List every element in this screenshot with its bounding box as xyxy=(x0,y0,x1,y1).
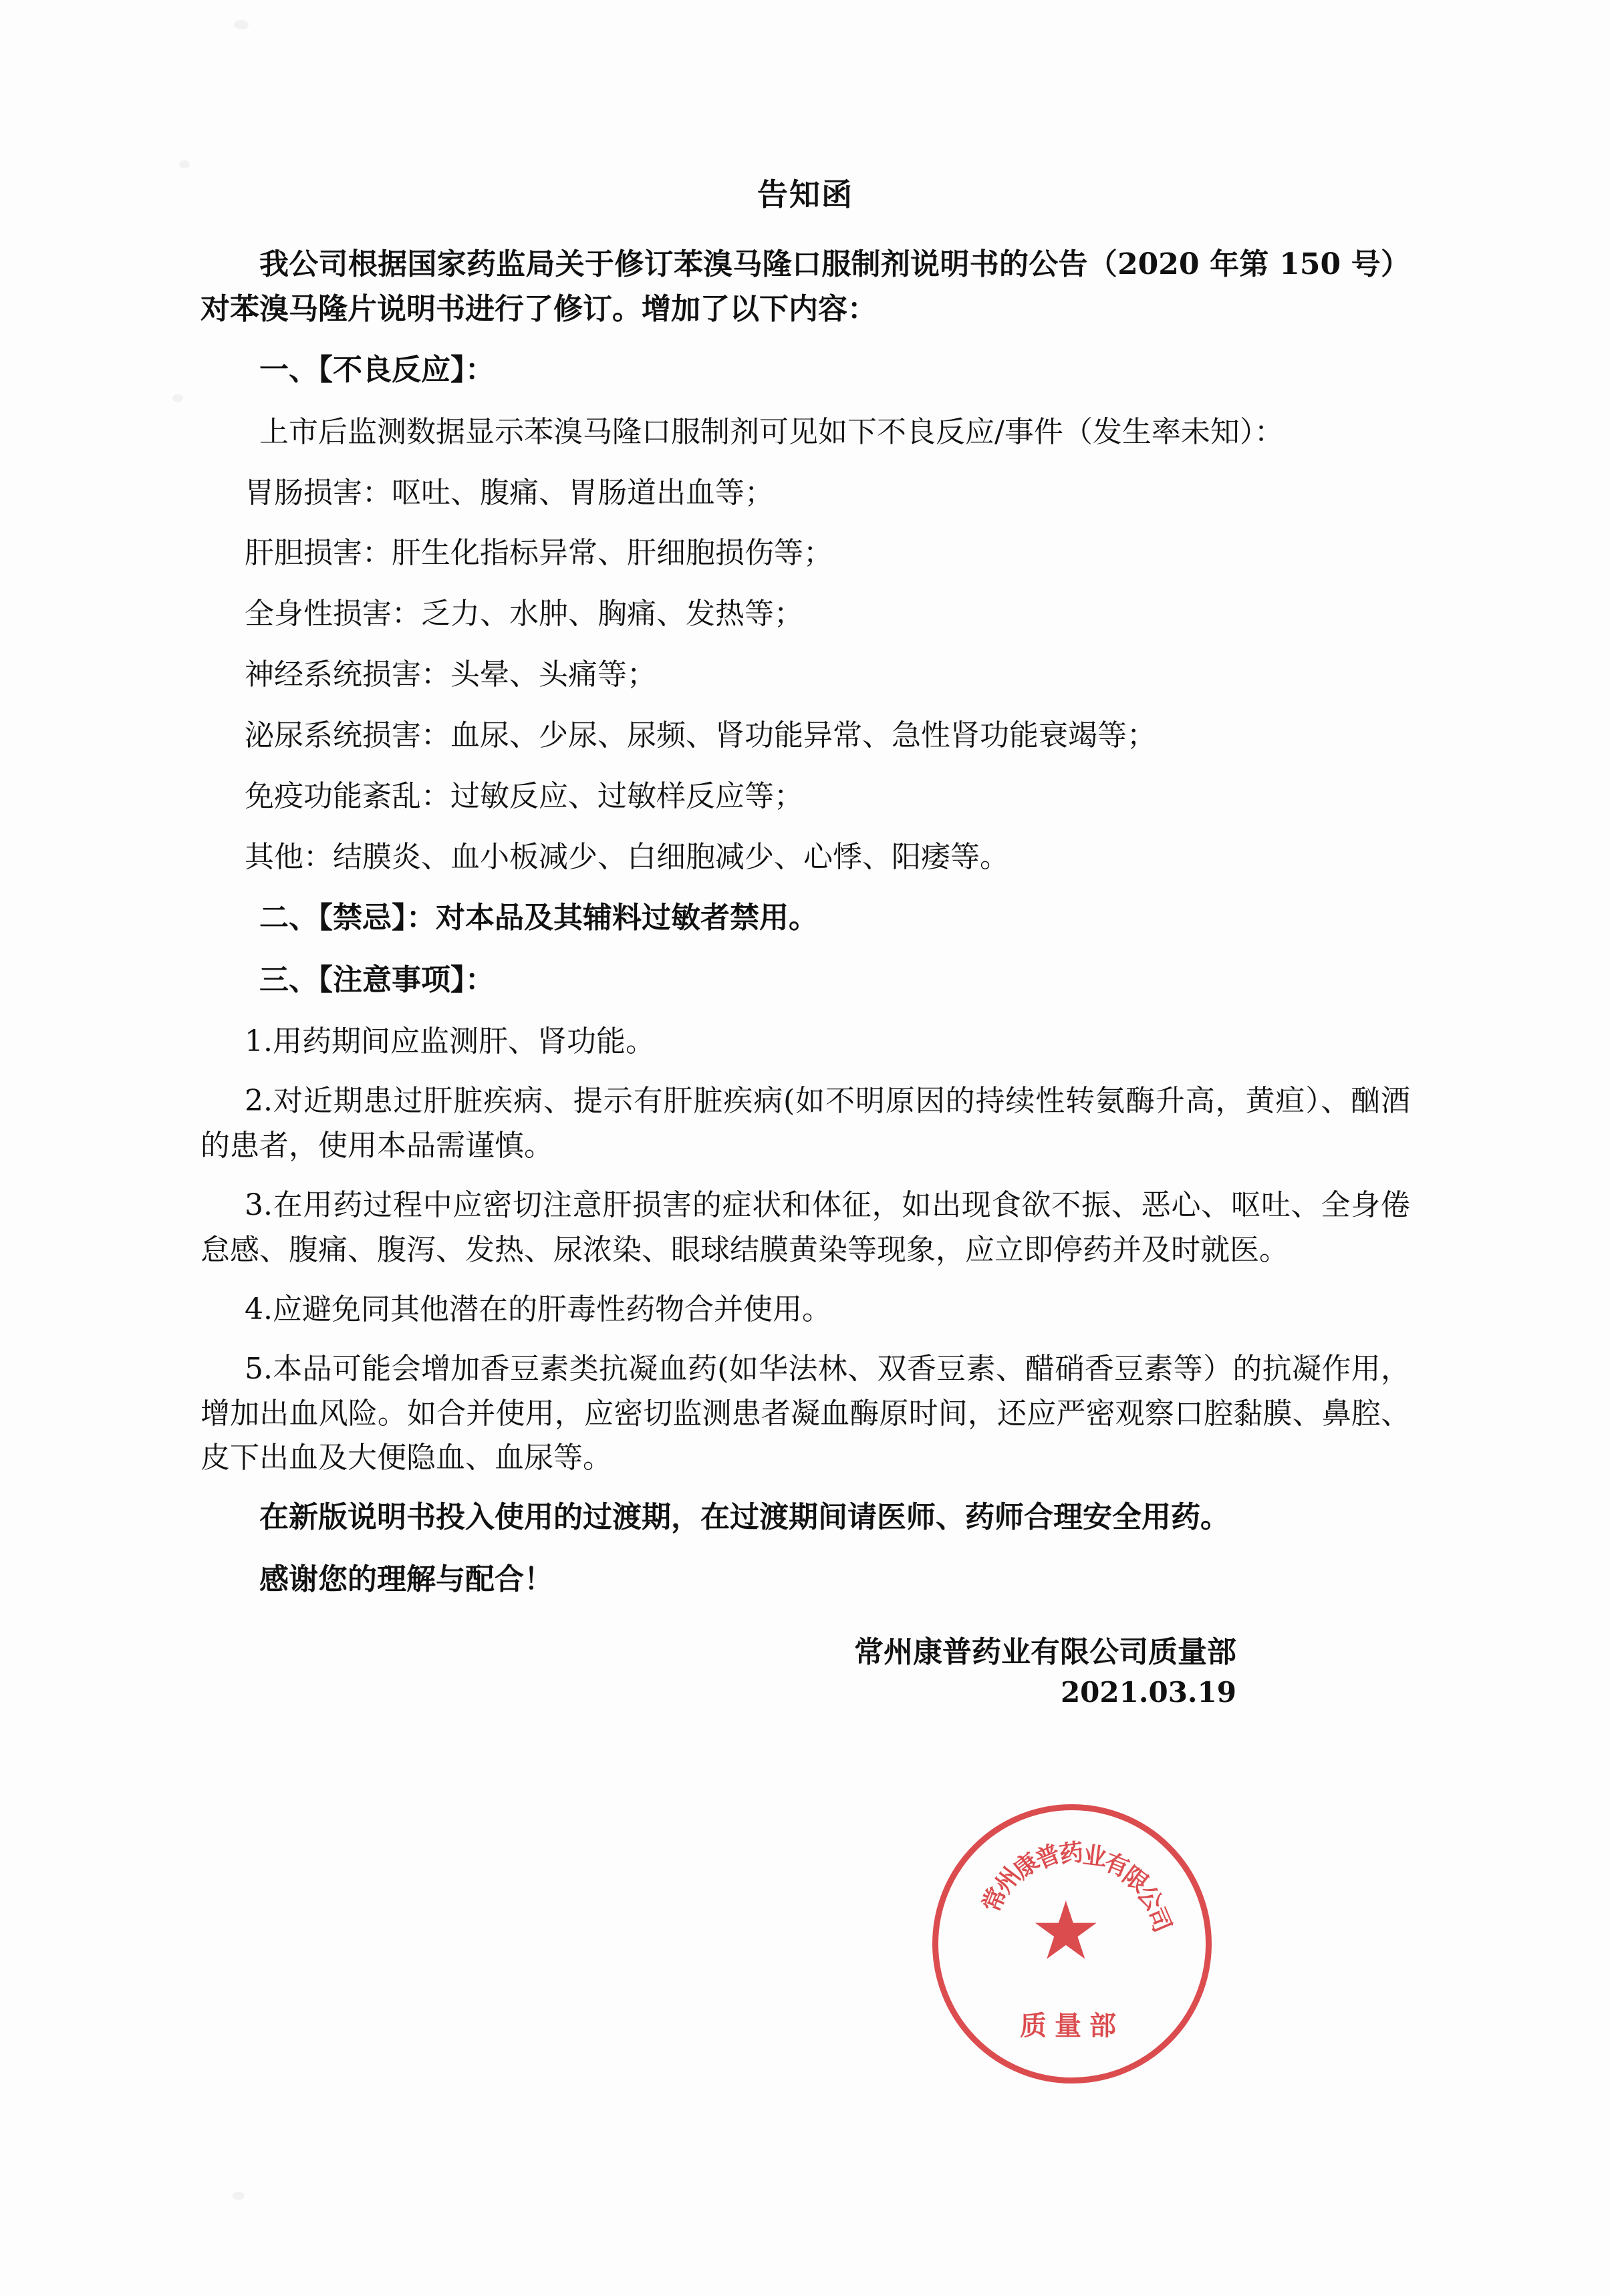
closing-line-2: 感谢您的理解与配合！ xyxy=(259,1562,553,1597)
signature-date: 2021.03.19 xyxy=(1060,1676,1236,1709)
section-heading-2: 二、【禁忌】：对本品及其辅料过敏者禁用。 xyxy=(259,900,818,935)
list-item: 4.应避免同其他潜在的肝毒性药物合并使用。 xyxy=(245,1292,831,1326)
paper-smudge xyxy=(234,20,249,29)
paper-smudge xyxy=(233,2192,245,2200)
paper-smudge xyxy=(179,160,190,168)
seal-inner-text: 质量部 xyxy=(1020,2011,1124,2041)
list-item: 其他：结膜炎、血小板减少、白细胞减少、心悸、阳痿等。 xyxy=(245,839,1009,874)
seal-outer-text: 常 州 康 普 药 业 有 限 公 司 xyxy=(978,1838,1176,1936)
list-item: 神经系统损害：头晕、头痛等； xyxy=(245,658,656,692)
list-item: 胃肠损害：呕吐、腹痛、胃肠道出血等； xyxy=(245,475,774,510)
document-body xyxy=(200,170,1410,1709)
list-item: 肝胆损害：肝生化指标异常、肝细胞损伤等； xyxy=(245,536,833,571)
section-heading-1: 一、【不良反应】： xyxy=(259,352,495,387)
section-heading-3: 三、【注意事项】： xyxy=(259,962,495,997)
list-item: 1.用药期间应监测肝、肾功能。 xyxy=(245,1024,655,1059)
company-seal-stamp: 常 州 康 普 药 业 有 限 公 司 ★ 质量部 xyxy=(932,1804,1212,2084)
closing-line-1: 在新版说明书投入使用的过渡期，在过渡期间请医师、药师合理安全用药。 xyxy=(259,1500,1230,1535)
list-item: 3.在用药过程中应密切注意肝损害的症状和体征，如出现食欲不振、恶心、呕吐、全身倦怠感、腹痛、腹泻、发热、尿浓染、眼球结膜黄染等现象，应立即停药并及时就医。 xyxy=(200,1188,1410,1267)
list-item: 泌尿系统损害：血尿、少尿、尿频、肾功能异常、急性肾功能衰竭等； xyxy=(245,718,1156,752)
intro-paragraph: 我公司根据国家药监局关于修订苯溴马隆口服制剂说明书的公告（2020 年第 150 号）对苯溴马隆片说明书进行了修订。增加了以下内容： xyxy=(200,247,1410,326)
list-item: 5.本品可能会增加香豆素类抗凝血药(如华法林、双香豆素、醋硝香豆素等）的抗凝作用，增加出血风险。如合并使用，应密切监测患者凝血酶原时间，还应严密观察口腔黏膜、鼻腔、皮下出血及大便隐血、血尿等。 xyxy=(200,1351,1410,1475)
signature-organization: 常州康普药业有限公司质量部 xyxy=(854,1635,1236,1669)
signature-block xyxy=(200,1629,1410,1709)
page-title: 告知函 xyxy=(757,176,853,212)
list-item: 免疫功能紊乱：过敏反应、过敏样反应等； xyxy=(245,778,803,813)
section-lead-1: 上市后监测数据显示苯溴马隆口服制剂可见如下不良反应/事件（发生率未知）： xyxy=(259,414,1284,449)
paper-smudge xyxy=(172,394,183,402)
list-item: 2.对近期患过肝脏疾病、提示有肝脏疾病(如不明原因的持续性转氨酶升高，黄疸）、酗酒的患者，使用本品需谨慎。 xyxy=(200,1084,1410,1163)
list-item: 全身性损害：乏力、水肿、胸痛、发热等； xyxy=(245,597,803,631)
